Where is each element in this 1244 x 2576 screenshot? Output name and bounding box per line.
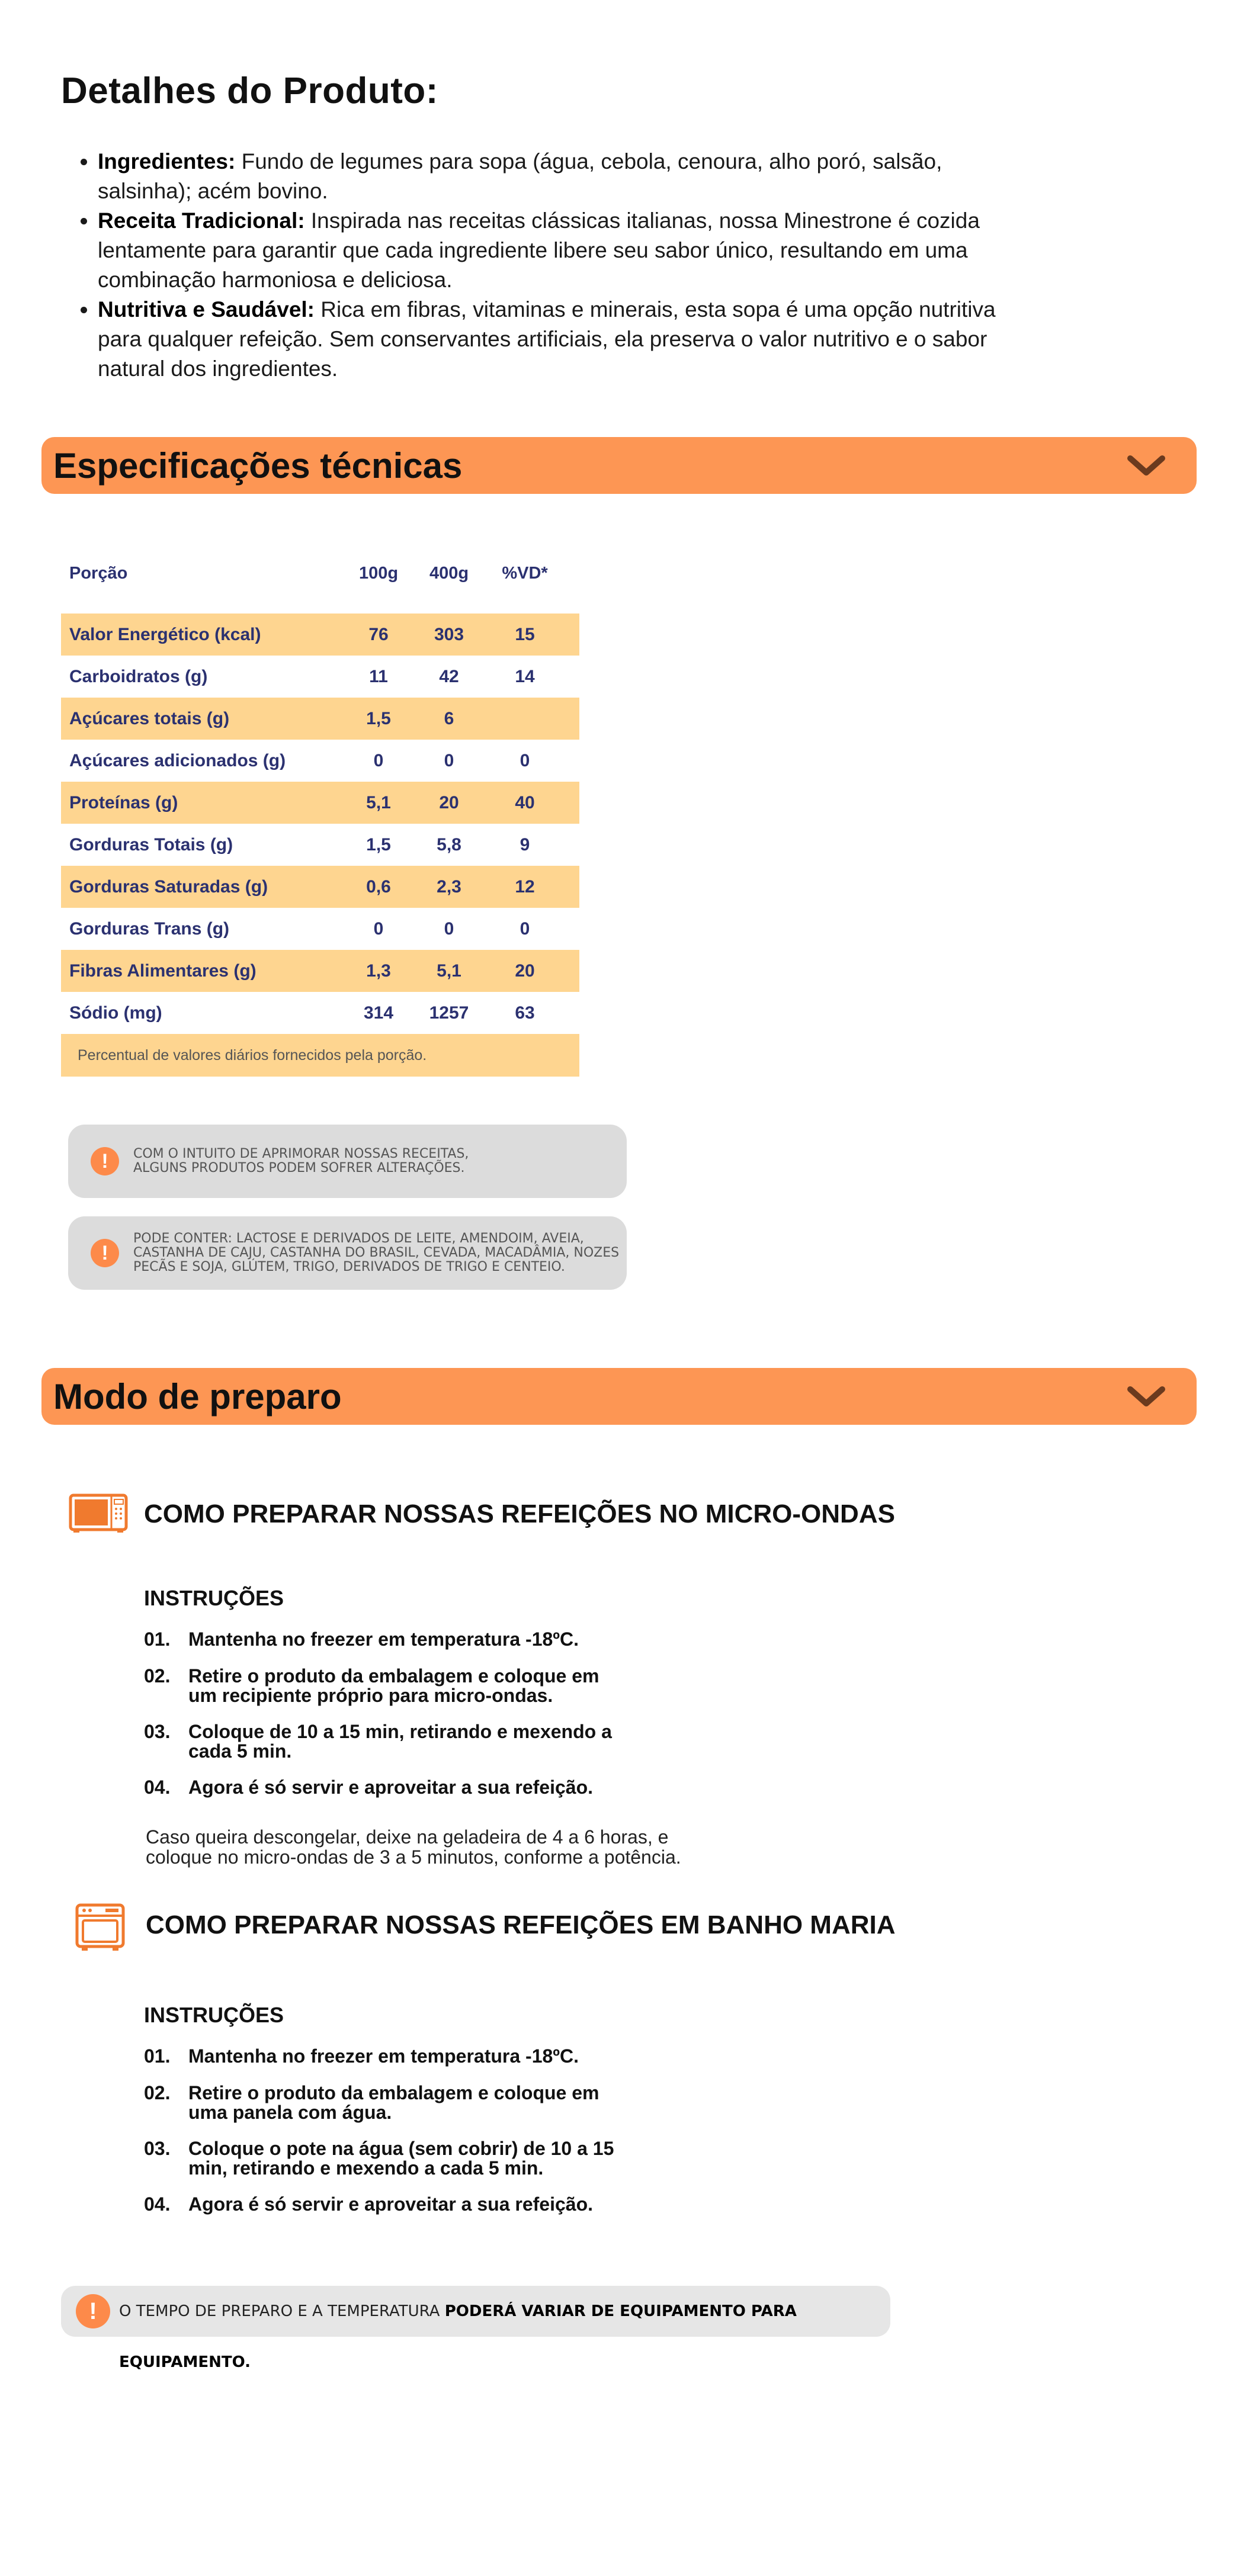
cell-vd: 20 [515,961,535,981]
step-text: Retire o produto da embalagem e coloque em [188,2082,599,2103]
row-label: Carboidratos (g) [69,667,208,686]
cell-100g: 0 [373,751,384,770]
step-number: 04. [144,1777,171,1798]
step-number: 01. [144,2045,171,2067]
row-label: Gorduras Saturadas (g) [69,877,268,897]
header-vd: %VD* [502,564,548,583]
alert-icon: ! [91,1239,119,1267]
notice-line: PECÃS E SOJA, GLÚTEM, TRIGO, DERIVADOS DE TRIGO E CENTEIO. [133,1260,565,1274]
notice-line: PODE CONTER: LACTOSE E DERIVADOS DE LEITE, AMENDOIM, AVEIA, [133,1231,584,1246]
microwave-instructions-label: INSTRUÇÕES [144,1586,284,1610]
cell-400g: 20 [439,793,459,812]
step-number: 03. [144,2138,171,2159]
microwave-icon [69,1493,128,1534]
step-item [144,2047,677,2083]
cell-400g: 5,8 [437,835,461,855]
table-row [61,992,579,1034]
step-number: 01. [144,1629,171,1650]
cell-vd: 12 [515,877,535,897]
item-label: Nutritiva e Saudável: [98,297,315,322]
cell-400g: 0 [444,919,454,939]
step-text: Mantenha no freezer em temperatura -18ºC. [188,1629,579,1650]
note-line: coloque no micro-ondas de 3 a 5 minutos, conforme a potência. [146,1846,681,1868]
bainmarie-title: COMO PREPARAR NOSSAS REFEIÇÕES EM BANHO MARIA [146,1910,896,1939]
notice-line: COM O INTUITO DE APRIMORAR NOSSAS RECEITAS, [133,1146,469,1161]
step-number: 03. [144,1721,171,1742]
step-text: cada 5 min. [188,1740,292,1762]
cell-vd: 63 [515,1003,535,1023]
step-text: Mantenha no freezer em temperatura -18ºC. [188,2045,579,2067]
step-text: Retire o produto da embalagem e coloque em [188,1665,599,1687]
recipe-change-notice [68,1125,627,1198]
table-header [61,545,579,602]
cell-vd: 15 [515,625,535,644]
prep-section-toggle[interactable] [41,1368,1197,1425]
step-number: 04. [144,2193,171,2215]
list-item [98,206,1010,295]
cell-100g: 1,5 [366,835,391,855]
table-row [61,698,579,740]
nutrition-table [61,545,579,1077]
step-item [144,1666,677,1722]
cell-vd: 40 [515,793,535,812]
alert-icon: ! [91,1147,119,1175]
step-text: Agora é só servir e aproveitar a sua refeição. [188,1777,593,1798]
table-row [61,782,579,824]
table-row [61,824,579,866]
step-item [144,2139,677,2195]
notice-line: ALGUNS PRODUTOS PODEM SOFRER ALTERAÇÕES. [133,1161,465,1175]
header-400g: 400g [429,564,469,583]
page-title: Detalhes do Produto: [61,70,438,111]
cell-100g: 0,6 [366,877,391,897]
cell-400g: 2,3 [437,877,461,897]
chevron-down-icon [1126,1382,1167,1411]
cell-400g: 303 [434,625,464,644]
cell-vd: 9 [520,835,530,855]
table-row [61,950,579,992]
table-footnote: Percentual de valores diários fornecidos pela porção. [61,1034,579,1077]
bainmarie-instructions-label: INSTRUÇÕES [144,2003,284,2027]
cell-100g: 1,5 [366,709,391,728]
step-item [144,1778,677,1813]
row-label: Gorduras Totais (g) [69,835,233,855]
list-item [98,295,1010,384]
step-text: Agora é só servir e aproveitar a sua refeição. [188,2193,593,2215]
note-line: Caso queira descongelar, deixe na geladeira de 4 a 6 horas, e [146,1826,669,1848]
step-number: 02. [144,1665,171,1687]
cell-400g: 0 [444,751,454,770]
cell-vd: 14 [515,667,535,686]
row-label: Sódio (mg) [69,1003,162,1023]
cell-100g: 76 [368,625,389,644]
prep-section-title: Modo de preparo [53,1376,342,1417]
table-row [61,656,579,698]
warning-text [119,2286,890,2388]
header-portion: Porção [69,564,128,583]
table-row [61,740,579,782]
row-label: Valor Energético (kcal) [69,625,261,644]
item-label: Receita Tradicional: [98,208,305,233]
details-list [71,147,1010,384]
table-row [61,908,579,950]
step-text: uma panela com água. [188,2102,392,2123]
alert-icon: ! [76,2294,110,2328]
oven-icon [75,1903,126,1954]
row-label: Açúcares totais (g) [69,709,230,728]
cell-100g: 5,1 [366,793,391,812]
row-label: Fibras Alimentares (g) [69,961,257,981]
table-row [61,866,579,908]
chevron-down-icon [1126,451,1167,480]
warning-text-bold: PODERÁ VARIAR DE EQUIPAMENTO PARA EQUIPAMENTO. [119,2302,797,2371]
table-row [61,614,579,656]
step-text: Coloque de 10 a 15 min, retirando e mexendo a [188,1721,612,1742]
allergen-notice [68,1216,627,1290]
cell-100g: 0 [373,919,384,939]
cell-100g: 11 [369,667,388,686]
step-item [144,2083,677,2139]
row-label: Açúcares adicionados (g) [69,751,286,770]
specs-section-toggle[interactable] [41,437,1197,494]
notice-line: CASTANHA DE CAJU, CASTANHA DO BRASIL, CEVADA, MACADÂMIA, NOZES [133,1245,620,1260]
step-text: min, retirando e mexendo a cada 5 min. [188,2157,544,2179]
cell-400g: 5,1 [437,961,461,981]
step-item [144,1722,677,1778]
cell-400g: 42 [439,667,459,686]
list-item [98,147,1010,206]
cell-vd: 0 [520,919,530,939]
microwave-title: COMO PREPARAR NOSSAS REFEIÇÕES NO MICRO-ONDAS [144,1499,895,1528]
cell-vd: 0 [520,751,530,770]
microwave-steps [144,1630,677,1813]
row-label: Gorduras Trans (g) [69,919,230,939]
step-item [144,2195,677,2230]
cell-400g: 6 [444,709,454,728]
item-label: Ingredientes: [98,149,236,174]
item-text: Rica em fibras, vitaminas e minerais, esta sopa é uma opção nutritiva para qualquer refeição. Sem conservantes artificiais, ela preserva o valor nutritivo e o sabor natural dos ingredientes. [98,297,996,381]
cell-400g: 1257 [429,1003,469,1023]
bainmarie-steps [144,2047,677,2230]
cell-100g: 1,3 [366,961,391,981]
header-100g: 100g [358,564,399,583]
specs-section-title: Especificações técnicas [53,445,463,486]
item-text: Inspirada nas receitas clássicas italianas, nossa Minestrone é cozida lentamente para garantir que cada ingrediente libere seu sabor único, resultando em uma combinação harmoniosa e deliciosa. [98,208,980,292]
cell-100g: 314 [363,1003,394,1023]
step-item [144,1630,677,1666]
microwave-note [146,1827,681,1867]
step-number: 02. [144,2082,171,2103]
item-text: Fundo de legumes para sopa (água, cebola, cenoura, alho poró, salsão, salsinha); acém bovino. [98,149,942,203]
step-text: Coloque o pote na água (sem cobrir) de 10 a 15 [188,2138,614,2159]
prep-time-warning [61,2286,890,2371]
step-text: um recipiente próprio para micro-ondas. [188,1685,553,1706]
row-label: Proteínas (g) [69,793,178,812]
warning-text-normal: O TEMPO DE PREPARO E A TEMPERATURA [119,2302,445,2320]
